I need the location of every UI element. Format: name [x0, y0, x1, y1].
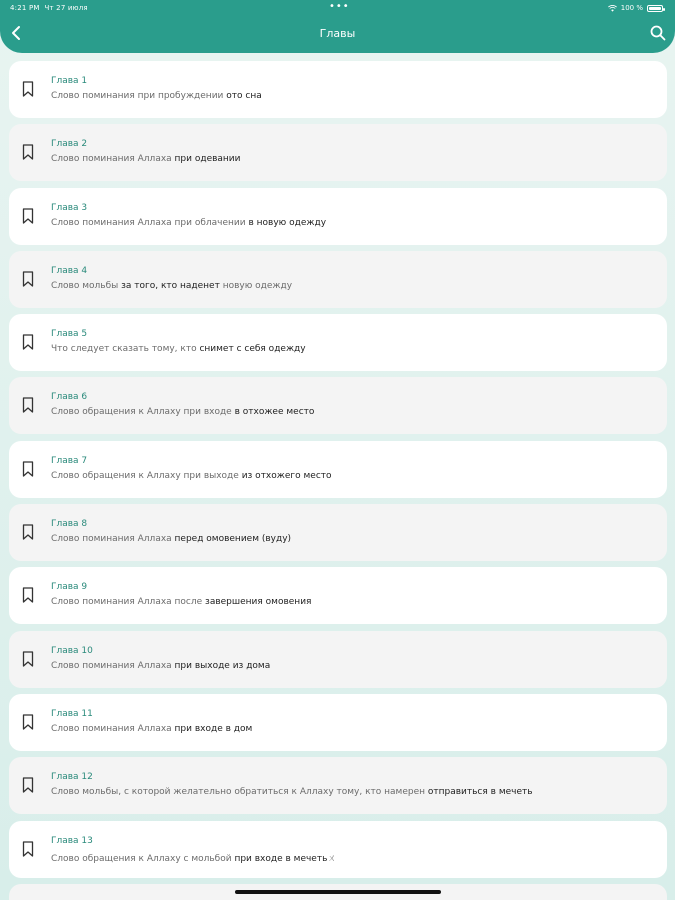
page-title: Главы [319, 27, 356, 40]
chapter-description-highlight: при входе в мечеть [234, 853, 328, 864]
chapter-description-highlight: отправиться в мечеть [427, 787, 533, 798]
chapter-item[interactable] [9, 61, 667, 118]
chapter-description [51, 91, 262, 101]
battery-percent: 100 % [620, 4, 643, 12]
chapter-title: Глава 13 [51, 835, 93, 846]
bookmark-icon[interactable] [22, 841, 34, 857]
chapter-description [51, 154, 241, 164]
chapter-description-plain: Слово мольбы, с которой желательно обратиться к Аллаху тому, кто намерен [51, 787, 428, 798]
chapter-description-plain: Слово поминания Аллаха [51, 723, 175, 734]
bookmark-icon[interactable] [22, 334, 34, 350]
chapter-item[interactable] [9, 441, 667, 498]
chapter-description [51, 344, 306, 354]
chapter-description-plain: Слово поминания Аллаха после [51, 597, 206, 608]
chapter-description [51, 851, 336, 864]
chapter-description [51, 787, 533, 797]
bookmark-icon[interactable] [22, 777, 34, 793]
chapter-description-plain: Слово поминания Аллаха [51, 534, 175, 545]
chapter-description-plain: Слово поминания Аллаха при облачении [51, 217, 249, 228]
chapter-description-plain: Слово мольбы [51, 280, 122, 291]
chapter-title: Глава 10 [51, 645, 93, 656]
chapter-title: Глава 12 [51, 772, 93, 783]
chapter-description [51, 534, 291, 544]
bookmark-icon[interactable] [22, 271, 34, 287]
chapter-title: Глава 4 [51, 265, 88, 276]
chapter-item[interactable] [9, 567, 667, 624]
chapter-description-plain: Слово поминания Аллаха [51, 660, 175, 671]
chapter-title: Глава 1 [51, 76, 88, 86]
search-icon[interactable] [649, 24, 667, 42]
chapter-description [51, 724, 252, 734]
chapter-description-highlight: завершения омовения [205, 597, 312, 608]
chapter-item[interactable] [9, 251, 667, 308]
bookmark-icon[interactable] [22, 397, 34, 413]
chapter-item[interactable] [9, 631, 667, 688]
chapter-item[interactable] [9, 124, 667, 181]
bookmark-icon[interactable] [22, 461, 34, 477]
chapter-title: Глава 7 [51, 455, 88, 466]
chapter-description-plain: Слово обращения к Аллаху при выходе [51, 470, 242, 481]
chapter-item[interactable] [9, 377, 667, 434]
chapter-description-tail: ㄨ [327, 853, 337, 864]
bookmark-icon[interactable] [22, 651, 34, 667]
home-indicator [235, 890, 441, 894]
chapter-list [9, 61, 667, 884]
nav-bar [0, 18, 675, 50]
chapter-description-plain: Слово обращения к Аллаху с мольбой [51, 853, 235, 864]
multitasking-dots[interactable]: ••• [329, 1, 350, 12]
chapter-item[interactable] [9, 314, 667, 371]
chapter-description-highlight: в отхожее место [234, 407, 315, 418]
bookmark-icon[interactable] [22, 524, 34, 540]
chapter-description-highlight: за того, кто наденет [121, 280, 220, 291]
chapter-description-highlight: при выходе из дома [174, 660, 271, 671]
chapter-item[interactable] [9, 821, 667, 878]
chapter-title: Глава 3 [51, 202, 88, 213]
bookmark-icon[interactable] [22, 587, 34, 603]
chapter-description-plain: Слово поминания при пробуждении [51, 91, 227, 101]
chapter-description-highlight: при входе в дом [174, 723, 253, 734]
chapter-description-highlight: снимет с себя одежду [199, 344, 306, 355]
bookmark-icon[interactable] [22, 208, 34, 224]
header [0, 0, 675, 53]
chapter-description-highlight: в новую одежду [248, 217, 327, 228]
status-right [608, 4, 663, 12]
battery-icon [647, 5, 663, 12]
chapter-description [51, 597, 311, 607]
chapter-description-highlight: при одевании [174, 154, 241, 165]
bookmark-icon[interactable] [22, 144, 34, 160]
chapter-description [51, 471, 332, 481]
status-bar [0, 0, 675, 16]
status-clock: 4:21 PM [10, 4, 40, 12]
chapter-description-plain: Что следует сказать тому, кто [51, 344, 200, 355]
chapter-description-tail: новую одежду [219, 280, 293, 291]
chapter-item[interactable] [9, 757, 667, 814]
chapter-description [51, 218, 326, 228]
chapter-description-plain: Слово поминания Аллаха [51, 154, 175, 165]
chapter-title: Глава 8 [51, 519, 88, 530]
chapter-item[interactable] [9, 694, 667, 751]
chapter-description-highlight: ото сна [226, 91, 262, 101]
chapter-description [51, 281, 292, 291]
chapter-description-highlight: перед омовением (вуду) [174, 534, 292, 545]
status-date: Чт 27 июля [44, 4, 88, 12]
chapter-description [51, 661, 270, 671]
chapter-title: Глава 5 [51, 329, 88, 340]
chapter-item[interactable] [9, 504, 667, 561]
chapter-title: Глава 6 [51, 392, 88, 403]
chapter-title: Глава 9 [51, 582, 88, 593]
chapter-title: Глава 11 [51, 708, 93, 719]
chapter-description-plain: Слово обращения к Аллаху при входе [51, 407, 235, 418]
bookmark-icon[interactable] [22, 81, 34, 97]
status-time [10, 4, 88, 12]
chapter-description-highlight: из отхожего место [241, 470, 332, 481]
wifi-icon [608, 5, 617, 12]
bookmark-icon[interactable] [22, 714, 34, 730]
chapter-item[interactable] [9, 188, 667, 245]
chapter-description [51, 407, 314, 417]
chapter-title: Глава 2 [51, 139, 88, 150]
